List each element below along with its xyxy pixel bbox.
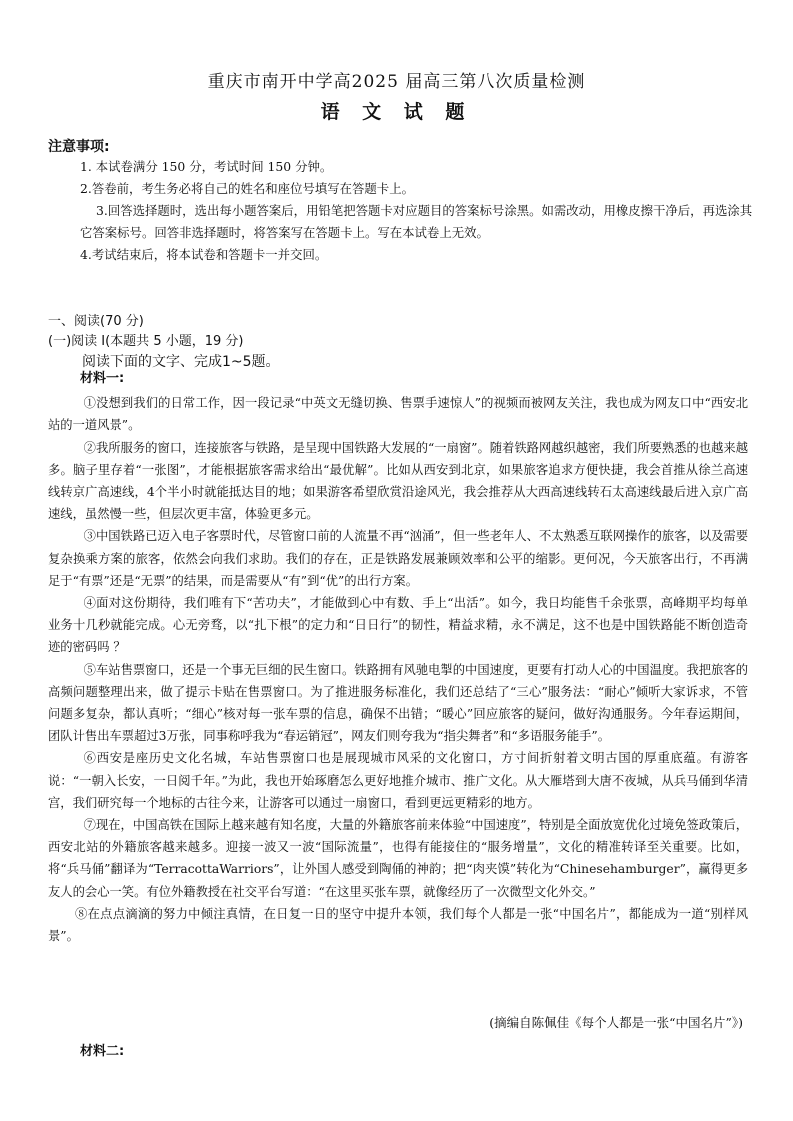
material-1-body — [48, 367, 748, 947]
notice-item: 4.考试结束后，将本试卷和答题卡一并交回。 — [80, 247, 328, 262]
notice-item: 3.回答选择题时，选出每小题答案后，用铅笔把答题卡对应题目的答案标号涂黑。如需改动，用橡皮擦干净后，再选涂其它答案标号。回答非选择题时，将答案写在答题卡上。写在本试卷上无效。 — [80, 203, 753, 240]
paragraph: ②我所服务的窗口，连接旅客与铁路，是呈现中国铁路大发展的“一扇窗”。随着铁路网越织越密，我们所要熟悉的也越来越多。脑子里存着“一张图”，才能根据旅客需求给出“最优解”。比如从西安到北京，如果旅客追求方便快捷，我会首推从徐兰高速线转京广高速线，4个半小时就能抵达目的地；如果游客希望欣赏沿途风光，我会推荐从大西高速线转石太高速线最后进入京广高速线，虽然慢一些，但层次更丰富，体验更多元。 — [48, 440, 748, 522]
paragraph: ④面对这份期待，我们唯有下“苦功夫”，才能做到心中有数、手上“出活”。如今，我日均能售千余张票，高峰期平均每单业务十几秒就能完成。心无旁骛，以“扎下根”的定力和“日日行”的韧性，精益求精，永不满足，这不也是中国铁路能不断创造奇迹的密码吗 ？ — [48, 596, 748, 655]
section-part-heading: 一、阅读(70 分) — [48, 314, 144, 329]
paragraph: ⑧在点点滴滴的努力中倾注真情，在日复一日的坚守中提升本领，我们每个人都是一张“中国名片”，都能成为一道“别样风景”。 — [48, 906, 748, 944]
reading-instruction: 阅读下面的文字、完成1~5题。 — [82, 354, 280, 370]
source-citation: (摘编自陈佩佳《每个人都是一张“中国名片”》) — [489, 1015, 743, 1030]
section-sub-heading: (一)阅读 I(本题共 5 小题，19 分) — [48, 334, 244, 349]
paragraph: ⑦现在，中国高铁在国际上越来越有知名度，大量的外籍旅客前来体验“中国速度”，特别是全面放宽优化过境免签政策后，西安北站的外籍旅客越来越多。迎接一波又一波“国际流量”，也得有能接住的“服务增量”，文化的精准转译至关重要。比如，将“兵马俑”翻译为“TerracottaWarriors”，让外国人感受到陶俑的神韵；把“肉夹馍”转化为“Chinesehamburger”，赢得更多友人的会心一笑。有位外籍教授在社交平台写道：“在这里买张车票，就像经历了一次微型文化外交。” — [48, 818, 748, 899]
exam-title: 重庆市南开中学高2025 届高三第八次质量检测 — [207, 72, 586, 92]
material-1-label: 材料一: — [79, 371, 125, 386]
notice-item: 1. 本试卷满分 150 分，考试时间 150 分钟。 — [80, 159, 333, 174]
notice-item: 2.答卷前，考生务必将自己的姓名和座位号填写在答题卡上。 — [80, 181, 414, 196]
paragraph: ①没想到我们的日常工作，因一段记录“中英文无缝切换、售票手速惊人”的视频而被网友关注，我也成为网友口中“西安北站的一道风景”。 — [48, 396, 748, 433]
notice-heading: 注意事项: — [48, 139, 110, 155]
paragraph: ⑤车站售票窗口，还是一个事无巨细的民生窗口。铁路拥有风驰电掣的中国速度，更要有打动人心的中国温度。我把旅客的高频问题整理出来，做了提示卡贴在售票窗口。为了推进服务标准化，我们还总结了“三心”服务法：“耐心”倾听大家诉求，不管问题多复杂，都认真听；“细心”核对每一张车票的信息，确保不出错；“暖心”回应旅客的疑问，做好沟通服务。今年春运期间，团队计售出车票超过3万张，同事称呼我为“春运销冠”，网友们则夸我为“指尖舞者”和“多语服务能手”。 — [48, 662, 748, 744]
notice-list — [80, 156, 760, 266]
paragraph: ⑥西安是座历史文化名城，车站售票窗口也是展现城市风采的文化窗口，方寸间折射着文明古国的厚重底蕴。有游客说：“一朝入长安，一日阅千年。”为此，我也开始琢磨怎么更好地推介城市、推广文化。从大雁塔到大唐不夜城，从兵马俑到华清宫，我们研究每一个地标的古往今来，让游客可以通过一扇窗口，看到更远更精彩的地方。 — [48, 751, 748, 810]
exam-subtitle: 语 文 试 题 — [320, 101, 473, 123]
material-2-label: 材料二: — [80, 1044, 125, 1059]
paragraph: ③中国铁路已迈入电子客票时代，尽管窗口前的人流量不再“汹涌”，但一些老年人、不太熟悉互联网操作的旅客，以及需要复杂换乘方案的旅客，依然会向我们求助。我们的存在，正是铁路发展兼顾效率和公平的缩影。更何况，今天旅客出行，不再满足于“有票”还是“无票”的结果，而是需要从“有”到“优”的出行方案。 — [48, 529, 748, 588]
